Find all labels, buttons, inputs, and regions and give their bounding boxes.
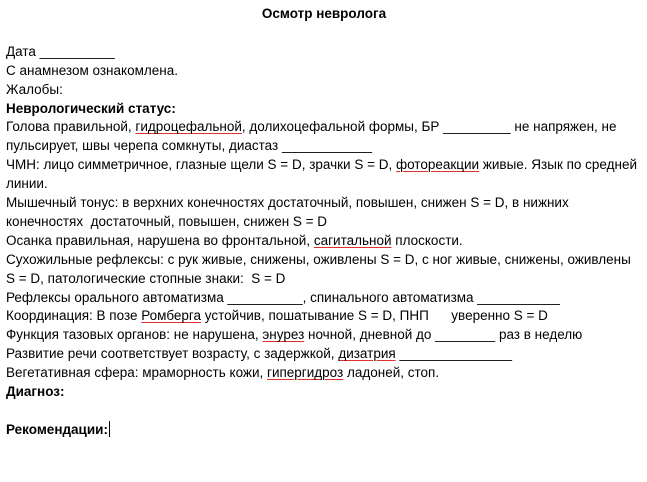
recommendations-heading: Рекомендации: (6, 421, 108, 437)
head-text-1: Голова правильной, (6, 119, 136, 135)
vegetative-text-2: ладоней, стоп. (343, 365, 440, 381)
pelvic-text-2: ночной, дневной до ________ раз в неделю (304, 327, 583, 343)
muscle-tone-paragraph: Мышечный тонус: в верхних конечностях достаточный, повышен, снижен S = D, в нижних конечностях достаточный, повышен, снижен S = D (6, 195, 573, 229)
misspelled-word: фотореакции (395, 157, 480, 173)
cranial-nerves-paragraph (6, 156, 642, 194)
date-line: Дата __________ (6, 43, 115, 59)
vegetative-text-1: Вегетативная сфера: мраморность кожи, (6, 365, 268, 381)
posture-paragraph (6, 232, 642, 251)
speech-text-2: _______________ (395, 346, 513, 362)
document-title: Осмотр невролога (261, 6, 387, 21)
misspelled-word: сагитальной (313, 232, 392, 248)
pelvic-function-paragraph (6, 326, 642, 345)
head-paragraph (6, 118, 642, 156)
coordination-text-1: Координация: В позе (6, 308, 142, 324)
coordination-text-2: устойчив, пошатывание S = D, ПНП уверенно S = D (201, 308, 548, 324)
coordination-paragraph (6, 307, 642, 326)
speech-text-1: Развитие речи соответствует возрасту, с задержкой, (6, 346, 339, 362)
neuro-status-heading: Неврологический статус: (6, 100, 176, 116)
empty-line (6, 402, 642, 421)
misspelled-word: дизатрия (338, 346, 396, 362)
document-page[interactable] (6, 5, 642, 440)
diagnosis-heading: Диагноз: (6, 384, 65, 400)
posture-text-2: плоскости. (391, 232, 463, 248)
posture-text-1: Осанка правильная, нарушена во фронтальной, (6, 232, 314, 248)
misspelled-word: энурез (262, 327, 305, 343)
cranial-text-2: живые. Язык по средней линии. (6, 157, 641, 192)
misspelled-word: Ромберга (141, 308, 202, 324)
tendon-reflexes-paragraph: Сухожильные рефлексы: с рук живые, снижены, оживлены S = D, с ног живые, снижены, оживлены S = D, патологические стопные знаки: S = D (6, 251, 635, 286)
misspelled-word: гипергидроз (267, 365, 344, 381)
cranial-text-1: ЧМН: лицо симметричное, глазные щели S = D, зрачки S = D, (6, 157, 396, 173)
anamnesis-line: С анамнезом ознакомлена. (6, 62, 178, 78)
misspelled-word: гидроцефальной (135, 119, 242, 135)
pelvic-text-1: Функция тазовых органов: не нарушена, (6, 327, 263, 343)
oral-automatism-line: Рефлексы орального автоматизма __________, спинального автоматизма ___________ (6, 289, 560, 305)
speech-paragraph (6, 345, 642, 364)
complaints-line: Жалобы: (6, 81, 63, 97)
vegetative-paragraph (6, 364, 642, 383)
head-text-2: , долихоцефальной формы, БР _________ не напряжен, не пульсирует, швы черепа сомкнуты, диастаз ____________ (6, 119, 621, 154)
recommendations-line[interactable] (6, 421, 642, 440)
text-cursor (109, 421, 110, 437)
